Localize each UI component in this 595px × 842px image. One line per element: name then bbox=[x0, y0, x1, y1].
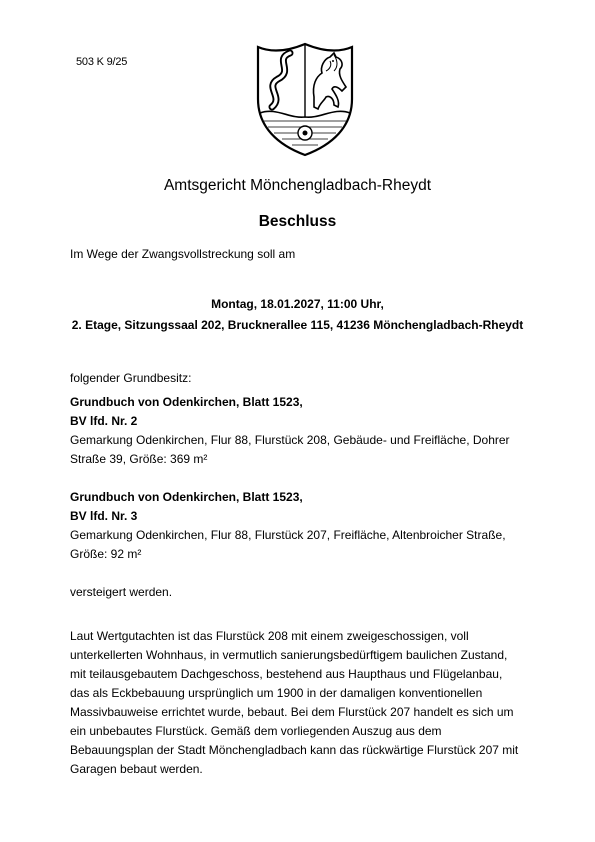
parcel-register: Grundbuch von Odenkirchen, Blatt 1523, bbox=[70, 395, 303, 409]
parcel-description-line: Gemarkung Odenkirchen, Flur 88, Flurstück 208, Gebäude- und Freifläche, Dohrer bbox=[70, 433, 510, 447]
document-title: Beschluss bbox=[258, 213, 337, 230]
parcel-entry bbox=[70, 393, 530, 469]
parcel-entry bbox=[70, 488, 530, 564]
auction-text: versteigert werden. bbox=[70, 585, 173, 599]
parcel-description-line: Straße 39, Größe: 369 m² bbox=[70, 452, 208, 466]
paragraph-line: ein unbebautes Flurstück. Gemäß dem vorliegenden Auszug aus dem bbox=[70, 724, 442, 738]
paragraph-line: Bebauungsplan der Stadt Mönchengladbach kann das rückwärtige Flurstück 207 mit bbox=[70, 743, 519, 757]
parcel-description-line: Gemarkung Odenkirchen, Flur 88, Flurstück 207, Freifläche, Altenbroicher Straße, bbox=[70, 528, 506, 542]
property-heading: folgender Grundbesitz: bbox=[70, 371, 192, 385]
paragraph-line: Laut Wertgutachten ist das Flurstück 208 mit einem zweigeschossigen, voll bbox=[70, 629, 469, 643]
appointment-location: 2. Etage, Sitzungssaal 202, Brucknerallee 115, 41236 Mönchengladbach-Rheydt bbox=[71, 318, 524, 332]
paragraph-line: Massivbauweise errichtet wurde, bebaut. Bei dem Flurstück 207 handelt es sich um bbox=[70, 705, 514, 719]
parcel-register: Grundbuch von Odenkirchen, Blatt 1523, bbox=[70, 490, 303, 504]
nrw-coat-of-arms-icon bbox=[254, 41, 356, 157]
paragraph-line: unterkellerten Wohnhaus, in vermutlich sanierungsbedürftigem baulichen Zustand, bbox=[70, 648, 508, 662]
parcel-number: BV lfd. Nr. 3 bbox=[70, 509, 138, 523]
appointment-date: Montag, 18.01.2027, 11:00 Uhr, bbox=[211, 297, 384, 311]
intro-text: Im Wege der Zwangsvollstreckung soll am bbox=[70, 247, 296, 261]
valuation-paragraph bbox=[70, 627, 540, 779]
paragraph-line: mit teilausgebautem Dachgeschoss, bestehend aus Haupthaus und Flügelanbau, bbox=[70, 667, 503, 681]
paragraph-line: das als Eckbebauung ursprünglich um 1900 in der damaligen konventionellen bbox=[70, 686, 483, 700]
paragraph-line: Garagen bebaut werden. bbox=[70, 762, 203, 776]
file-reference: 503 K 9/25 bbox=[76, 56, 128, 68]
parcel-description-line: Größe: 92 m² bbox=[70, 547, 142, 561]
court-name: Amtsgericht Mönchengladbach-Rheydt bbox=[163, 177, 432, 194]
parcel-number: BV lfd. Nr. 2 bbox=[70, 414, 138, 428]
